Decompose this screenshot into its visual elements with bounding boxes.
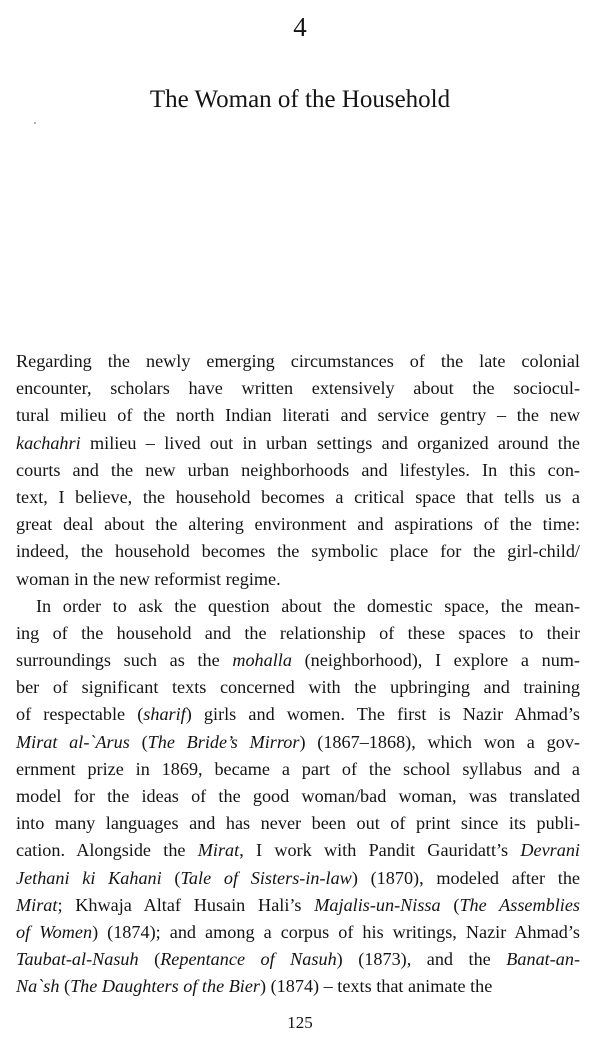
text-line [16,348,580,375]
text-segment: ber of significant texts concerned with the upbringing and training [16,677,580,698]
stray-mark [34,122,36,124]
text-line [16,865,580,892]
text-segment: ) (1874); and among a corpus of his writings, Nazir Ahmad’s [92,921,580,942]
italic-text: Majalis-un-Nissa [314,894,441,915]
chapter-number: 4 [293,12,307,42]
text-line [16,701,580,728]
italic-text: of Women [16,921,93,942]
italic-text: Devrani [520,840,580,861]
text-line [16,674,580,701]
italic-text: Mirat al-`Arus [16,731,130,752]
text-segment: model for the ideas of the good woman/bad woman, was translated [16,786,580,806]
paragraph [16,593,580,1001]
text-segment: into many languages and has never been out of print since its publi- [16,813,580,834]
text-segment: ernment prize in 1869, became a part of the school syllabus and a [16,758,580,779]
text-line [16,566,580,593]
text-segment: woman in the new reformist regime. [16,568,281,589]
page-number: 125 [287,1013,313,1032]
text-line [16,484,580,511]
italic-text: sharif [143,704,186,725]
text-line [16,729,580,756]
italic-text: Jethani ki Kahani [16,867,162,888]
text-line [16,756,580,783]
text-segment: (neighborhood), I explore a num- [291,650,580,671]
text-line [16,457,580,484]
text-segment: Regarding the newly emerging circumstances of the late colonial [16,351,580,371]
text-line [16,620,580,647]
text-line [16,783,580,810]
text-segment: ) (1873), and the [336,949,507,970]
body-text [16,348,580,1001]
text-line [16,430,580,457]
text-segment: , I work with Pandit Gauridatt’s [239,840,521,861]
text-segment: courts and the new urban neighborhoods and lifestyles. In this con- [16,459,580,480]
text-segment: ) (1870), modeled after the [351,867,580,888]
text-line [16,810,580,837]
text-segment: ) (1874) – texts that animate the [260,976,493,997]
text-segment: ; Khwaja Altaf Husain Hali’s [57,894,315,915]
text-line [16,593,580,620]
text-line [16,837,580,864]
text-segment: indeed, the household becomes the symbolic place for the girl-child/ [16,541,580,562]
text-line [16,919,580,946]
text-segment: cation. Alongside the [16,840,198,861]
italic-text: kachahri [16,432,81,453]
text-line [16,375,580,402]
text-line [16,973,580,1000]
text-segment: ) (1867–1868), which won a gov- [299,731,580,752]
text-segment: text, I believe, the household becomes a critical space that tells us a [16,486,580,507]
text-segment: encounter, scholars have written extensively about the sociocul- [16,378,580,399]
text-segment: ( [59,976,71,997]
italic-text: The Daughters of the Bier [70,976,261,997]
text-line [16,402,580,429]
italic-text: Taubat-al-Nasuh [16,949,139,970]
text-segment: ( [138,949,161,970]
text-segment: ( [440,894,460,915]
text-segment: ) girls and women. The first is Nazir Ahmad’s [185,704,581,725]
italic-text: Mirat [16,894,58,915]
text-segment: of respectable ( [16,704,144,725]
italic-text: Mirat [197,840,240,861]
text-segment: ing of the household and the relationship of these spaces to their [16,622,580,643]
italic-text: The Bride’s Mirror [147,731,300,752]
chapter-title: The Woman of the Household [149,86,451,113]
text-segment: In order to ask the question about the domestic space, the mean- [36,595,580,616]
text-line [16,538,580,565]
italic-text: mohalla [232,650,292,671]
text-line [16,892,580,919]
italic-text: Tale of Sisters-in-law [180,867,352,888]
text-line [16,511,580,538]
italic-text: Na`sh [16,976,60,997]
italic-text: Banat-an- [506,949,581,970]
text-segment: great deal about the altering environment and aspirations of the time: [16,514,580,535]
text-segment: milieu – lived out in urban settings and organized around the [80,432,580,453]
text-segment: ( [161,867,181,888]
text-segment: ( [129,731,148,752]
italic-text: Repentance of Nasuh [160,949,337,970]
text-line [16,647,580,674]
paragraph [16,348,580,593]
text-line [16,946,580,973]
text-segment: surroundings such as the [16,650,233,671]
text-segment: tural milieu of the north Indian literati and service gentry – the new [16,405,580,426]
italic-text: The Assemblies [459,894,580,915]
